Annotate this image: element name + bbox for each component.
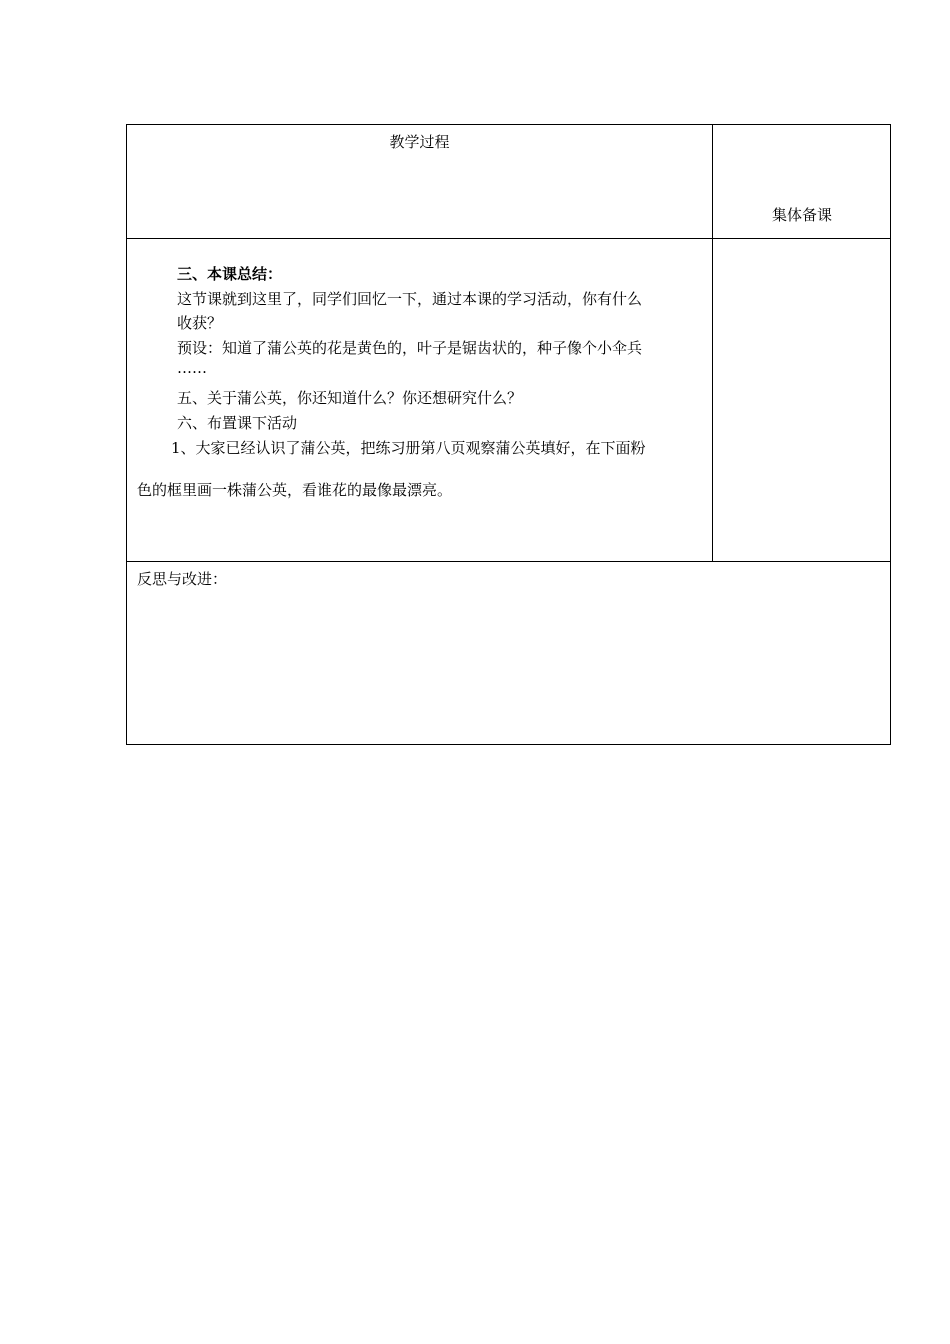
content-line: 这节课就到这里了，同学们回忆一下，通过本课的学习活动，你有什么 (177, 290, 643, 308)
column-divider (712, 125, 713, 561)
content-line: 收获？ (177, 314, 223, 332)
content-line: …… (177, 359, 207, 377)
content-line: 六、布置课下活动 (177, 414, 298, 432)
content-line: 色的框里画一株蒲公英，看谁花的最像最漂亮。 (137, 481, 453, 499)
content-line: 五、关于蒲公英，你还知道什么？你还想研究什么？ (177, 389, 523, 407)
content-line: 1、大家已经认识了蒲公英，把练习册第八页观察蒲公英填好，在下面粉 (171, 439, 646, 457)
content-line: 预设：知道了蒲公英的花是黄色的，叶子是锯齿状的，种子像个小伞兵 (177, 339, 643, 357)
lesson-content (127, 238, 712, 561)
reflection-label: 反思与改进： (137, 570, 228, 588)
section-heading: 三、本课总结： (177, 265, 283, 283)
reflection-divider (127, 561, 890, 562)
header-side-label: 集体备课 (771, 206, 832, 224)
lesson-table (126, 124, 891, 745)
header-title: 教学过程 (389, 133, 450, 151)
